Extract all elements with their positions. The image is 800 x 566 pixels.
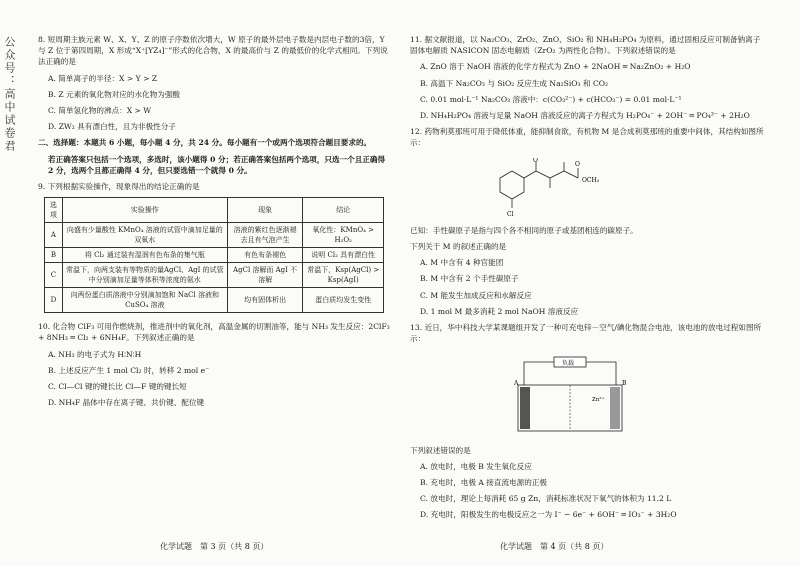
table-cell: B xyxy=(45,248,63,263)
question-10 xyxy=(38,321,390,408)
q12-note: 已知：手性碳原子是指与四个各不相同的原子或基团相连的碳原子。 xyxy=(410,225,638,235)
question-9 xyxy=(38,181,390,313)
q10-option-a: A. NH₃ 的电子式为 H∶N∶H xyxy=(48,349,142,359)
q8-option-c: C. 简单氢化物的沸点：X > W xyxy=(48,106,152,116)
question-8 xyxy=(38,34,390,132)
table-cell: D xyxy=(45,288,63,313)
page-footer: 化学试题 第 3 页（共 8 页） xyxy=(160,542,269,551)
sidebar-watermark: 公众号：高中试卷君 xyxy=(3,36,16,153)
molecule-structure-diagram xyxy=(470,158,620,218)
q12-stem: 12. 药物利莫那班可用于降低体重，能抑制食欲，有机物 M 是合成利莫那班的重要中间体，其结构如图所示： xyxy=(410,127,764,148)
table-cell: 均有固体析出 xyxy=(227,288,303,313)
table-row xyxy=(45,223,384,248)
q11-option-c: C. 0.01 mol·L⁻¹ Na₂CO₃ 溶液中：c(CO₃²⁻) + c(HCO₃⁻) = 0.01 mol·L⁻¹ xyxy=(420,94,682,104)
left-column xyxy=(38,34,390,413)
table-cell: 蛋白质均发生变性 xyxy=(303,288,384,313)
table-cell: 有色布条褪色 xyxy=(227,248,303,263)
q13-stem: 13. 近日，华中科技大学某课题组开发了一种可充电锌－空气/碘化物混合电池，该电池的放电过程如图所示： xyxy=(410,323,762,344)
q13-option-c: C. 放电时，理论上每消耗 65 g Zn，消耗标准状况下氧气的体积为 11.2 L xyxy=(420,494,672,504)
right-column xyxy=(410,34,766,526)
question-13 xyxy=(410,322,766,521)
q13-option-b: B. 充电时，电极 A 接直流电源的正极 xyxy=(420,478,548,488)
table-header: 实验操作 xyxy=(62,198,227,223)
structure-label-o1: O xyxy=(533,157,538,164)
table-cell: C xyxy=(45,263,63,288)
table-row xyxy=(45,288,384,313)
q12-ask: 下列关于 M 的叙述正确的是 xyxy=(410,242,507,252)
table-cell: 将 Cl₂ 通过装有湿润有色布条的集气瓶 xyxy=(62,248,227,263)
structure-label-o2: O xyxy=(575,160,580,168)
section-2-rule: 若正确答案只包括一个选项，多选时，该小题得 0 分；若正确答案包括两个选项，只选一个且正确得 2 分，选两个且都正确得 4 分，但只要选错一个就得 0 分。 xyxy=(48,154,386,175)
structure-label-cl: Cl xyxy=(507,210,514,218)
table-cell: 溶液的紫红色逐渐褪去且有气泡产生 xyxy=(227,223,303,248)
table-cell: AgCl 溶解而 AgI 不溶解 xyxy=(227,263,303,288)
table-cell: 常温下，Ksp(AgCl) > Ksp(AgI) xyxy=(303,263,384,288)
q12-option-a: A. M 中含有 4 种官能团 xyxy=(420,258,504,268)
diagram-label-zn: Zn²⁺ xyxy=(592,397,605,404)
q11-option-b: B. 高温下 Na₂CO₃ 与 SiO₂ 反应生成 Na₂SiO₃ 和 CO₂ xyxy=(420,78,609,88)
q11-option-a: A. ZnO 溶于 NaOH 溶液的化学方程式为 ZnO + 2NaOH ═ Na₂ZnO₂ + H₂O xyxy=(420,62,691,72)
q10-stem: 10. 化合物 ClF₃ 可用作燃烧剂，推进剂中的氧化剂，高温金属的切割油等，能与 NH₃ 发生反应：2ClF₃ + 8NH₃ ═ Cl₂ + 6NH₄F。下列叙述正确的是 xyxy=(38,322,390,343)
table-header: 现象 xyxy=(227,198,303,223)
section-2-title: 二、选择题：本题共 6 小题，每小题 4 分，共 24 分。每小题有一个或两个选项符合题目要求的。 xyxy=(38,138,372,148)
q13-option-d: D. 充电时，阳极发生的电极反应之一为 I⁻ − 6e⁻ + 6OH⁻ ═ IO₃⁻ + 3H₂O xyxy=(420,510,677,520)
table-cell: 向两份蛋白质溶液中分别滴加饱和 NaCl 溶液和 CuSO₄ 溶液 xyxy=(62,288,227,313)
q12-option-c: C. M 能发生加成反应和水解反应 xyxy=(420,290,532,300)
q12-option-d: D. 1 mol M 最多消耗 2 mol NaOH 溶液反应 xyxy=(420,306,579,316)
q13-option-a: A. 放电时，电极 B 发生氧化反应 xyxy=(420,461,532,471)
diagram-label-load: 负载 xyxy=(562,360,575,368)
structure-label-och3: OCH₃ xyxy=(582,176,600,184)
diagram-label-b: B xyxy=(622,380,627,388)
table-row xyxy=(45,248,384,263)
q10-option-b: B. 上述反应产生 1 mol Cl₂ 时，转移 2 mol e⁻ xyxy=(48,365,210,375)
page-footer: 化学试题 第 4 页（共 8 页） xyxy=(500,542,609,551)
question-12 xyxy=(410,126,766,317)
table-header: 结论 xyxy=(303,198,384,223)
q8-option-b: B. Z 元素的氧化物对应的水化物为强酸 xyxy=(48,89,181,99)
table-cell: 氧化性：KMnO₄ > H₂O₂ xyxy=(303,223,384,248)
table-cell: 常温下，向两支装有等物质的量AgCl、AgI 的试管中分别滴加足量等体积等浓度的氨水 xyxy=(62,263,227,288)
q12-option-b: B. M 中含有 2 个手性碳原子 xyxy=(420,274,519,284)
q9-table xyxy=(44,197,384,313)
q10-option-c: C. Cl—Cl 键的键长比 Cl—F 键的键长短 xyxy=(48,382,187,392)
q11-option-d: D. NH₄H₂PO₄ 溶液与足量 NaOH 溶液反应的离子方程式为 H₂PO₄⁻ + 2OH⁻ ═ PO₄³⁻ + 2H₂O xyxy=(420,111,750,121)
table-row xyxy=(45,263,384,288)
table-cell: A xyxy=(45,223,63,248)
q9-stem: 9. 下列根据实验操作，现象得出的结论正确的是 xyxy=(38,182,200,192)
q8-option-d: D. ZW₂ 具有漂白性，且为非极性分子 xyxy=(48,122,176,132)
table-cell: 说明 Cl₂ 具有漂白性 xyxy=(303,248,384,263)
table-cell: 向盛有少量酸性 KMnO₄ 溶液的试管中滴加足量的双氧水 xyxy=(62,223,227,248)
q11-stem: 11. 据文献报道，以 Na₂CO₃、ZrO₂、ZnO、SiO₂ 和 NH₄H₂PO₄ 为原料，通过固相反应可制备钠离子固体电解质 NASICON 固态电解质（ZrO₂ 为两性化合物）。下列叙述错误的是 xyxy=(410,35,761,56)
q8-option-a: A. 简单离子的半径：X > Y > Z xyxy=(48,73,158,83)
q13-ask: 下列叙述错误的是 xyxy=(410,445,471,455)
q8-stem: 8. 短周期主族元素 W、X、Y、Z 的原子序数依次增大，W 原子的最外层电子数是内层电子数的3倍，Y 与 Z 位于第四周期，X 形成“X⁺[YZ₄]⁻”形式的化合物，X 的最高价与 Z 的最低价的化学式相同。下列说法正确的是 xyxy=(38,35,388,67)
question-11 xyxy=(410,34,766,121)
diagram-label-a: A xyxy=(514,380,519,388)
q10-option-d: D. NH₄F 晶体中存在离子键、共价键、配位键 xyxy=(48,398,205,408)
table-header: 选项 xyxy=(45,198,63,223)
battery-diagram xyxy=(510,355,630,435)
